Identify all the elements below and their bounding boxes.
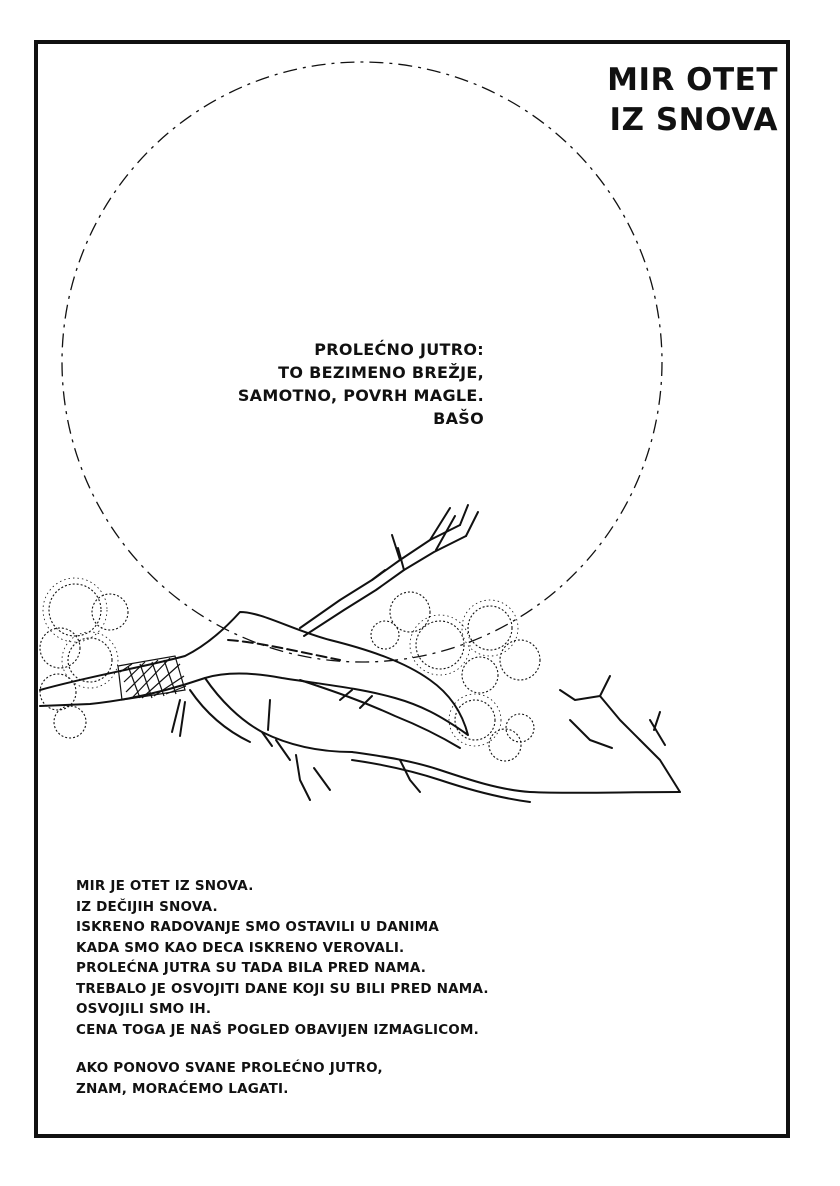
haiku-line: TO BEZIMENO BREŽJE, xyxy=(278,363,484,382)
prose-line: OSVOJILI SMO IH. xyxy=(76,1001,212,1017)
prose-line: MIR JE OTET IZ SNOVA. xyxy=(76,878,254,894)
title-line: IZ SNOVA xyxy=(609,102,778,138)
prose-line: PROLEĆNA JUTRA SU TADA BILA PRED NAMA. xyxy=(76,960,427,976)
prose-line: TREBALO JE OSVOJITI DANE KOJI SU BILI PRED NAMA. xyxy=(76,980,489,997)
tree-branch xyxy=(40,505,680,802)
haiku xyxy=(238,338,484,430)
prose-line: AKO PONOVO SVANE PROLEĆNO JUTRO, xyxy=(76,1060,383,1076)
prose-line: KADA SMO KAO DECA ISKRENO VEROVALI. xyxy=(76,939,405,956)
page-title xyxy=(607,60,778,140)
prose-line: IZ DEČIJIH SNOVA. xyxy=(76,898,218,915)
title-line: MIR OTET xyxy=(607,62,778,98)
prose-line: CENA TOGA JE NAŠ POGLED OBAVIJEN IZMAGLICOM. xyxy=(76,1021,479,1038)
prose-line: ISKRENO RADOVANJE SMO OSTAVILI U DANIMA xyxy=(76,919,440,935)
haiku-author: BAŠO xyxy=(433,409,484,428)
prose-line: ZNAM, MORAĆEMO LAGATI. xyxy=(76,1080,289,1097)
paragraph-gap xyxy=(76,1040,489,1058)
haiku-line: SAMOTNO, POVRH MAGLE. xyxy=(237,386,484,405)
haiku-line: PROLEĆNO JUTRO: xyxy=(314,340,484,359)
prose-text xyxy=(76,876,489,1099)
